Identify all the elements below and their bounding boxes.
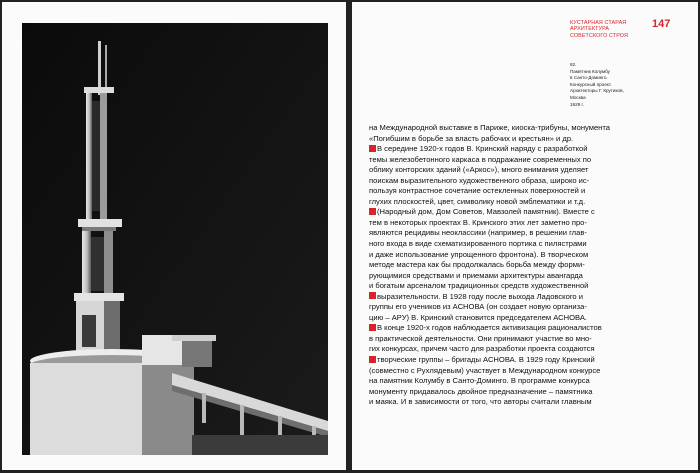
- paragraph-marker-icon: [369, 292, 376, 299]
- body-text-line: [369, 323, 687, 334]
- body-text-span: пользуя контрастное сочетание остекленных поверхностей и: [369, 186, 586, 196]
- body-text-line: [369, 376, 687, 387]
- body-text-line: [369, 250, 687, 261]
- body-text-span: в практической деятельности. Они принимают участие во мно-: [369, 333, 592, 343]
- body-text-span: и даже использование упрощенного фронтона). В творческом: [369, 249, 589, 259]
- body-text-span: тем в некоторых проектах В. Кринского этих лет заметно про-: [369, 217, 587, 227]
- body-text-line: [369, 176, 687, 187]
- caption-line: 1929 г.: [570, 101, 584, 107]
- body-text-span: на Международной выставке в Париже, киоска-трибуны, монумента: [369, 123, 610, 132]
- paragraph-marker-icon: [369, 356, 376, 363]
- body-text-line: [369, 134, 687, 145]
- body-text-line: [369, 123, 687, 134]
- body-text-span: цию – АРУ) В. Кринский становится председателем АСНОВА.: [369, 312, 588, 322]
- body-text-span: В конце 1920-х годов наблюдается активизация рационалистов: [377, 323, 602, 333]
- caption-line: Конкурсный проект.: [570, 81, 612, 87]
- body-text-span: монументу придавалось двойное предназначение – памятника: [369, 386, 593, 396]
- body-text-span: и маяка. И в зависимости от того, что авторы считали главным: [369, 397, 592, 407]
- caption-line: в Санто-Доминго.: [570, 75, 608, 81]
- body-text-line: [369, 366, 687, 377]
- body-text-span: (совместно с Рухлядевым) участвует в Международном конкурсе: [369, 365, 601, 375]
- paragraph-marker-icon: [369, 208, 376, 215]
- caption-line: Памятник Колумбу: [570, 68, 610, 74]
- body-text-line: [369, 260, 687, 271]
- body-text-line: [369, 397, 687, 408]
- body-text-line: [369, 186, 687, 197]
- body-text-span: (Народный дом, Дом Советов, Мавзолей памятник). Вместе с: [377, 207, 595, 217]
- body-text-span: ного входа в виде схематизированного портика с пилястрами: [369, 239, 587, 249]
- body-text-line: [369, 334, 687, 345]
- right-page: [352, 2, 698, 470]
- body-text-span: «Погибшим в борьбе за власть рабочих и крестьян» и др.: [369, 133, 574, 143]
- body-text-span: на памятник Колумбу в Санто-Доминго. В программе конкурса: [369, 376, 590, 386]
- paragraph-marker-icon: [369, 145, 376, 152]
- body-text-line: [369, 344, 687, 355]
- body-text-line: [369, 292, 687, 303]
- tower-model-illustration: [22, 23, 328, 455]
- body-text-line: [369, 239, 687, 250]
- body-text-span: облику конторских зданий («Аркос»), много внимания уделяет: [369, 165, 589, 175]
- left-page: [2, 2, 346, 470]
- body-text-span: поискам выразительного художественного образа, широко ис-: [369, 175, 590, 185]
- caption-line: 82.: [570, 62, 577, 67]
- body-text-span: и богатым арсеналом традиционных средств художественной: [369, 281, 589, 291]
- body-text-span: темы железобетонного каркаса в подражание современных по: [369, 154, 592, 164]
- body-text-line: [369, 281, 687, 292]
- body-text-span: В середине 1920-х годов В. Кринский наряду с разработкой: [377, 144, 588, 154]
- body-text-span: методе мастера как бы продолжалась борьба между форми-: [369, 260, 585, 270]
- body-text-line: [369, 302, 687, 313]
- body-text-span: рующимися средствами и приемами архитектуры авангарда: [369, 270, 583, 280]
- body-text-line: [369, 165, 687, 176]
- body-text-line: [369, 144, 687, 155]
- section-title-line: АРХИТЕКТУРА: [570, 26, 610, 33]
- body-text-span: гих конкурсах, причем часто для разработки проекта создаются: [369, 344, 595, 354]
- figure-caption: [570, 62, 670, 108]
- body-text-line: [369, 155, 687, 166]
- body-text-span: выразительности. В 1928 году после выхода Ладовского и: [377, 291, 583, 301]
- body-text-span: группы его учеников из АСНОВА (он создает новую организа-: [369, 302, 587, 312]
- body-text-line: [369, 197, 687, 208]
- body-text-line: [369, 228, 687, 239]
- caption-line: Архитекторы Г. Крутиков,: [570, 88, 624, 94]
- paragraph-marker-icon: [369, 324, 376, 331]
- section-title-line: КУСТАРНАЯ СТАРАЯ: [570, 20, 627, 26]
- body-text: [369, 123, 687, 408]
- body-text-span: творческие группы – бригады АСНОВА. В 1929 году Кринский: [377, 355, 595, 365]
- body-text-line: [369, 207, 687, 218]
- tower-model-photo: [22, 23, 328, 455]
- section-title-line: СОВЕТСКОГО СТРОЯ: [570, 32, 628, 39]
- body-text-line: [369, 218, 687, 229]
- body-text-span: являются рецидивы неоклассики (например, в решении глав-: [369, 228, 587, 238]
- body-text-line: [369, 313, 687, 324]
- caption-line: Москва: [570, 94, 586, 100]
- body-text-line: [369, 271, 687, 282]
- body-text-line: [369, 355, 687, 366]
- body-text-span: глухих плоскостей, цвет, символику новой эмблематики и т.д.: [369, 196, 586, 206]
- body-text-line: [369, 387, 687, 398]
- page-number: 147: [652, 18, 671, 30]
